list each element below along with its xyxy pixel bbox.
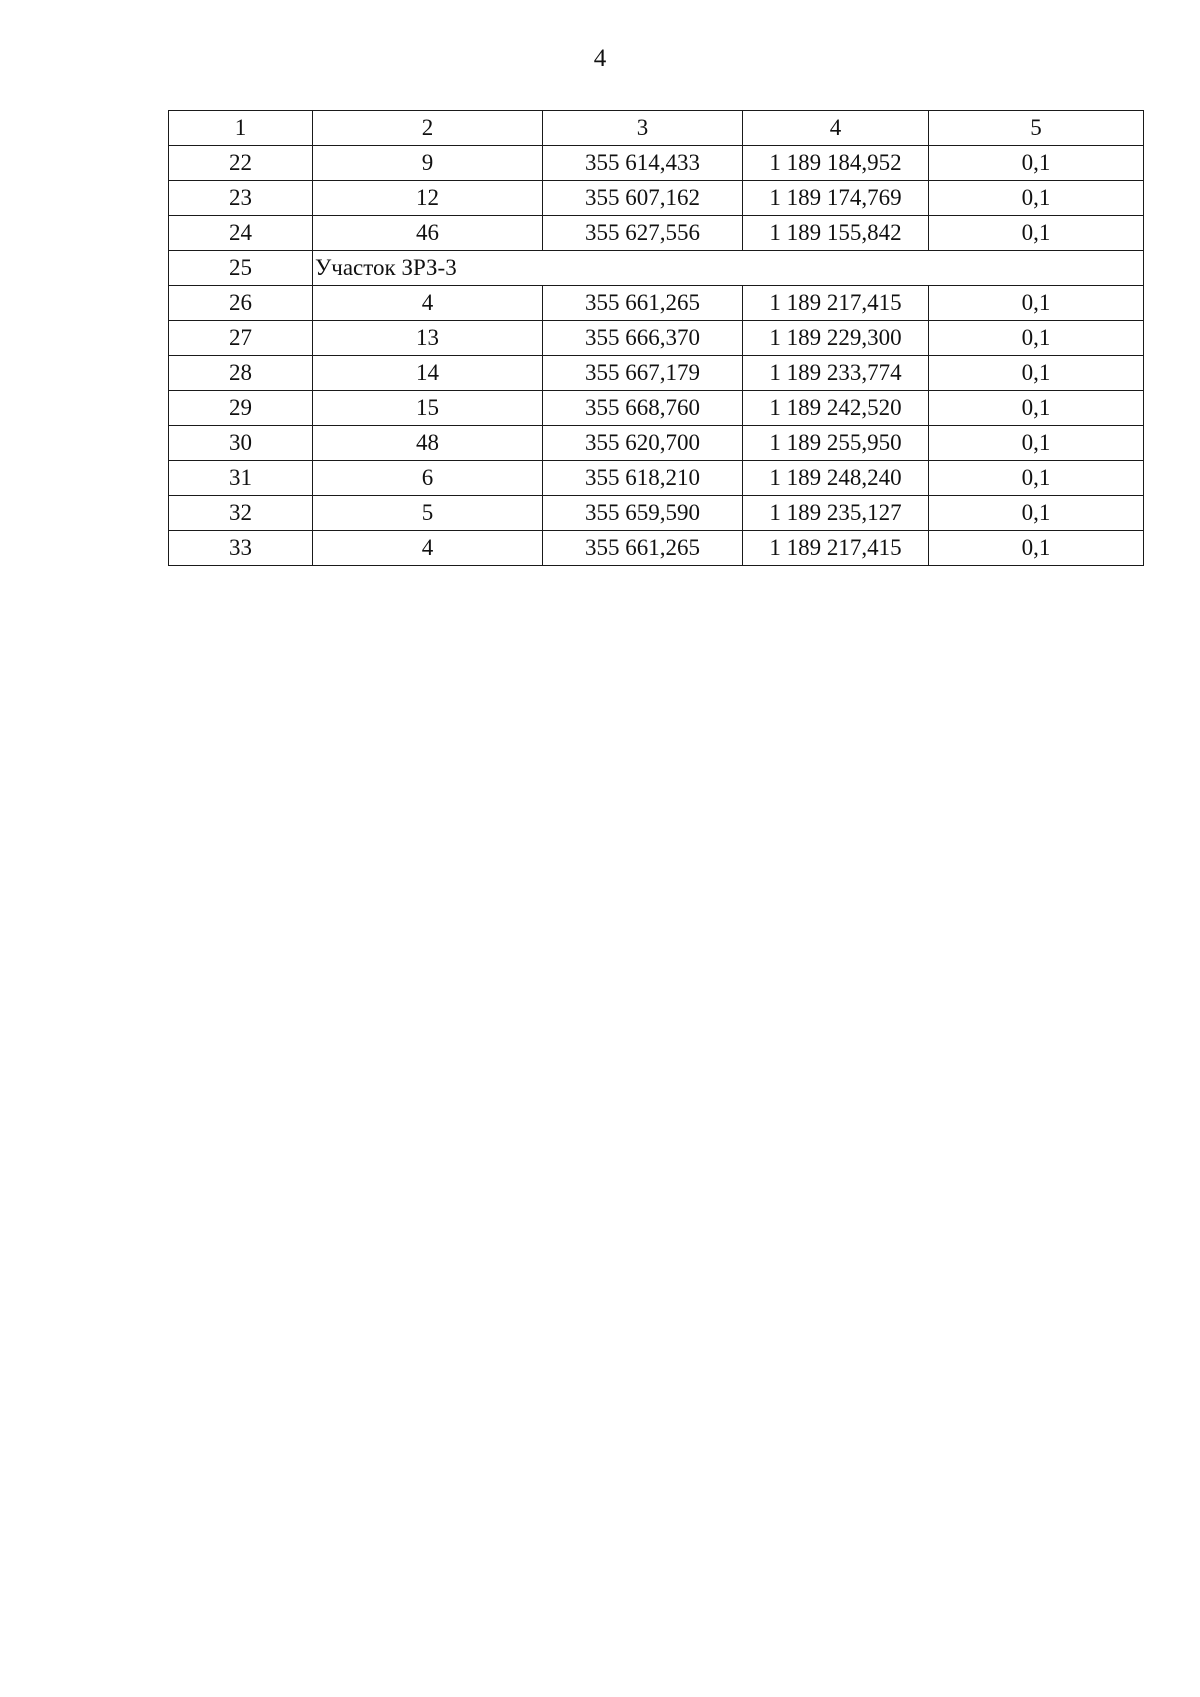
point-number-cell: 5 xyxy=(313,496,543,531)
precision-cell: 0,1 xyxy=(929,426,1144,461)
precision-cell: 0,1 xyxy=(929,181,1144,216)
table-row xyxy=(169,356,1144,391)
column-number-header: 1 xyxy=(169,111,313,146)
point-number-cell: 14 xyxy=(313,356,543,391)
point-number-cell: 6 xyxy=(313,461,543,496)
x-coordinate-cell: 355 666,370 xyxy=(543,321,743,356)
row-number-cell: 28 xyxy=(169,356,313,391)
section-label-cell: Участок ЗРЗ-3 xyxy=(313,251,1144,286)
x-coordinate-cell: 355 618,210 xyxy=(543,461,743,496)
row-number-cell: 29 xyxy=(169,391,313,426)
y-coordinate-cell: 1 189 155,842 xyxy=(743,216,929,251)
point-number-cell: 4 xyxy=(313,531,543,566)
section-row xyxy=(169,251,1144,286)
table-row xyxy=(169,461,1144,496)
row-number-cell: 27 xyxy=(169,321,313,356)
row-number-cell: 33 xyxy=(169,531,313,566)
point-number-cell: 48 xyxy=(313,426,543,461)
table-row xyxy=(169,146,1144,181)
precision-cell: 0,1 xyxy=(929,391,1144,426)
point-number-cell: 12 xyxy=(313,181,543,216)
y-coordinate-cell: 1 189 217,415 xyxy=(743,531,929,566)
table-body xyxy=(169,111,1144,566)
y-coordinate-cell: 1 189 229,300 xyxy=(743,321,929,356)
point-number-cell: 13 xyxy=(313,321,543,356)
table-row xyxy=(169,531,1144,566)
precision-cell: 0,1 xyxy=(929,286,1144,321)
row-number-cell: 32 xyxy=(169,496,313,531)
x-coordinate-cell: 355 661,265 xyxy=(543,286,743,321)
table-row xyxy=(169,496,1144,531)
x-coordinate-cell: 355 627,556 xyxy=(543,216,743,251)
row-number-cell: 23 xyxy=(169,181,313,216)
point-number-cell: 46 xyxy=(313,216,543,251)
row-number-cell: 22 xyxy=(169,146,313,181)
precision-cell: 0,1 xyxy=(929,461,1144,496)
row-number-cell: 24 xyxy=(169,216,313,251)
precision-cell: 0,1 xyxy=(929,216,1144,251)
y-coordinate-cell: 1 189 184,952 xyxy=(743,146,929,181)
row-number-cell: 30 xyxy=(169,426,313,461)
page-number: 4 xyxy=(593,45,607,72)
point-number-cell: 4 xyxy=(313,286,543,321)
y-coordinate-cell: 1 189 242,520 xyxy=(743,391,929,426)
precision-cell: 0,1 xyxy=(929,496,1144,531)
x-coordinate-cell: 355 614,433 xyxy=(543,146,743,181)
x-coordinate-cell: 355 659,590 xyxy=(543,496,743,531)
table-row xyxy=(169,391,1144,426)
coordinates-table xyxy=(168,110,1144,566)
precision-cell: 0,1 xyxy=(929,356,1144,391)
y-coordinate-cell: 1 189 255,950 xyxy=(743,426,929,461)
table-row xyxy=(169,181,1144,216)
y-coordinate-cell: 1 189 248,240 xyxy=(743,461,929,496)
table-row xyxy=(169,321,1144,356)
y-coordinate-cell: 1 189 217,415 xyxy=(743,286,929,321)
y-coordinate-cell: 1 189 233,774 xyxy=(743,356,929,391)
table-row xyxy=(169,216,1144,251)
precision-cell: 0,1 xyxy=(929,531,1144,566)
y-coordinate-cell: 1 189 174,769 xyxy=(743,181,929,216)
row-number-cell: 31 xyxy=(169,461,313,496)
x-coordinate-cell: 355 667,179 xyxy=(543,356,743,391)
precision-cell: 0,1 xyxy=(929,321,1144,356)
row-number-cell: 25 xyxy=(169,251,313,286)
table-row xyxy=(169,286,1144,321)
x-coordinate-cell: 355 668,760 xyxy=(543,391,743,426)
column-number-header: 5 xyxy=(929,111,1144,146)
x-coordinate-cell: 355 607,162 xyxy=(543,181,743,216)
x-coordinate-cell: 355 661,265 xyxy=(543,531,743,566)
y-coordinate-cell: 1 189 235,127 xyxy=(743,496,929,531)
column-number-header: 4 xyxy=(743,111,929,146)
column-number-header: 2 xyxy=(313,111,543,146)
point-number-cell: 15 xyxy=(313,391,543,426)
point-number-cell: 9 xyxy=(313,146,543,181)
table-header-row xyxy=(169,111,1144,146)
table-row xyxy=(169,426,1144,461)
precision-cell: 0,1 xyxy=(929,146,1144,181)
column-number-header: 3 xyxy=(543,111,743,146)
row-number-cell: 26 xyxy=(169,286,313,321)
x-coordinate-cell: 355 620,700 xyxy=(543,426,743,461)
